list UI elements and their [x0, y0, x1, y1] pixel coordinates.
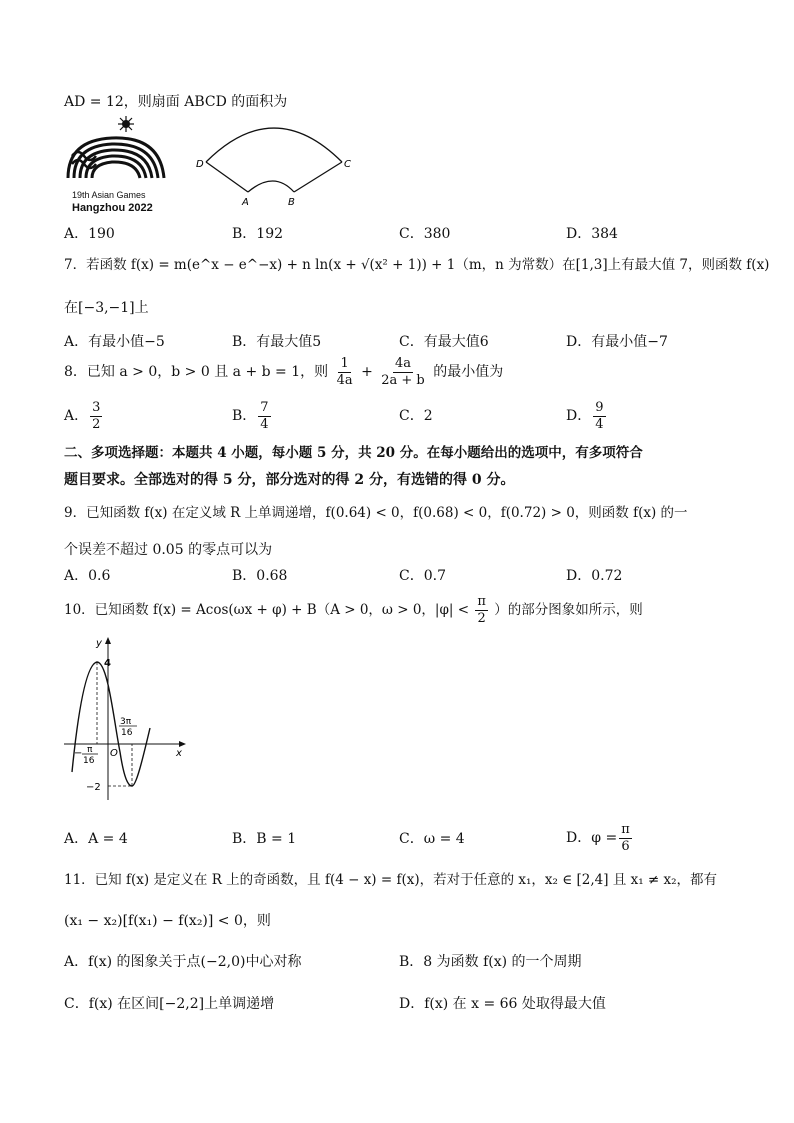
q6-option-b: B．192 [232, 226, 284, 242]
q8-option-d-num: 9 [595, 399, 604, 415]
q7-option-d: D．有最小值−7 [566, 334, 668, 350]
graph-x-label: x [176, 748, 182, 759]
q9-stem-line2: 个误差不超过 0.05 的零点可以为 [64, 542, 273, 558]
q11-option-b: B．8 为函数 f(x) 的一个周期 [399, 954, 582, 970]
q8-option-d [566, 398, 608, 434]
q10-phi-bound-frac [475, 594, 488, 627]
q6-option-d: D．384 [566, 226, 618, 242]
q10-option-d-label: D．φ = [566, 830, 618, 846]
q10-pi-den: 2 [477, 611, 486, 626]
q8-option-b-den: 4 [260, 416, 269, 432]
q11-stem-line2: (x₁ − x₂)[f(x₁) − f(x₂)] < 0，则 [64, 913, 271, 929]
q10-option-c: C．ω = 4 [399, 831, 465, 847]
q8-option-a-den: 2 [92, 416, 101, 432]
fan-label-a: A [242, 197, 249, 208]
fan-label-c: C [344, 159, 351, 170]
q10-option-d-den: 6 [621, 838, 630, 854]
q10-cosine-graph [62, 632, 192, 808]
q8-frac2-den: 2a + b [381, 372, 425, 388]
q8-option-b-label: B． [232, 408, 257, 424]
asian-games-logo [64, 116, 184, 220]
q7-stem-line1: 7．若函数 f(x) = m(e^x − e^−x) + n ln(x + √(x² + 1)) + 1（m，n 为常数）在[1,3]上有最大值 7，则函数 f(x) [64, 257, 770, 273]
q9-option-b: B．0.68 [232, 568, 288, 584]
q11-option-d: D．f(x) 在 x = 66 处取得最大值 [399, 996, 606, 1012]
q8-option-a-frac [90, 400, 102, 433]
graph-min-label: −2 [86, 782, 101, 793]
q9-option-c: C．0.7 [399, 568, 446, 584]
q8-option-a-label: A． [64, 408, 89, 424]
graph-left-num: π [87, 745, 93, 755]
q10-option-d [566, 820, 634, 856]
q10-stem-a: 10．已知函数 f(x) = Acos(ωx + φ) + B（A > 0，ω > 0，|φ| < [64, 602, 470, 618]
q7-option-c: C．有最大值6 [399, 334, 489, 350]
q6-stem-tail: AD = 12，则扇面 ABCD 的面积为 [64, 94, 288, 110]
q8-frac1-num: 1 [340, 355, 349, 371]
graph-right-num: 3π [120, 717, 132, 727]
q11-option-c: C．f(x) 在区间[−2,2]上单调递增 [64, 996, 275, 1012]
graph-left-sign: − [74, 748, 83, 759]
logo-text-line2: Hangzhou 2022 [72, 202, 153, 214]
q8-option-d-label: D． [566, 408, 592, 424]
graph-x-arrow [179, 741, 186, 747]
q8-option-d-frac [593, 400, 605, 433]
q8-option-a-num: 3 [92, 399, 101, 415]
q8-plus: + [361, 364, 373, 380]
q8-option-c: C．2 [399, 408, 433, 424]
q6-option-c: C．380 [399, 226, 451, 242]
fan-label-d: D [196, 159, 204, 170]
q10-option-d-frac [619, 822, 632, 855]
q8-stem-b: 的最小值为 [433, 364, 504, 380]
q10-option-d-num: π [621, 821, 630, 837]
fan-label-b: B [288, 197, 295, 208]
q8-frac2-num: 4a [394, 355, 412, 371]
q8-fraction-2 [379, 356, 427, 389]
q10-pi-num: π [477, 594, 486, 609]
graph-curve [72, 662, 150, 786]
q8-frac1-den: 4a [336, 372, 353, 388]
fan-outer-arc [206, 128, 342, 162]
graph-left-den: 16 [83, 756, 95, 766]
q8-stem-a: 8．已知 a > 0，b > 0 且 a + b = 1，则 [64, 364, 329, 380]
q9-option-a: A．0.6 [64, 568, 111, 584]
q7-stem-line2: 在[−3,−1]上 [64, 300, 149, 316]
section2-line2: 题目要求。全部选对的得 5 分，部分选对的得 2 分，有选错的得 0 分。 [64, 472, 515, 488]
graph-right-den: 16 [121, 728, 133, 738]
fan-left-edge [206, 162, 248, 192]
q8-fraction-1 [335, 356, 355, 389]
graph-origin-label: O [110, 748, 118, 759]
q8-stem [64, 354, 503, 390]
fan-inner-arc [248, 181, 294, 192]
q7-option-b: B．有最大值5 [232, 334, 322, 350]
graph-y-label: y [96, 638, 102, 649]
q8-option-d-den: 4 [595, 416, 604, 432]
graph-max-label: 4 [104, 658, 111, 669]
logo-text-line1: 19th Asian Games [72, 190, 146, 200]
graph-y-arrow [105, 637, 111, 644]
q11-option-a: A．f(x) 的图象关于点(−2,0)中心对称 [64, 954, 302, 970]
fan-diagram [194, 112, 354, 212]
q10-option-b: B．B = 1 [232, 831, 297, 847]
q10-stem-b: ）的部分图象如所示，则 [494, 602, 643, 618]
q8-option-a [64, 398, 104, 434]
section2-line1: 二、多项选择题：本题共 4 小题，每小题 5 分，共 20 分。在每小题给出的选项中，有多项符合 [64, 445, 643, 461]
q9-stem-line1: 9．已知函数 f(x) 在定义域 R 上单调递增，f(0.64) < 0，f(0.68) < 0，f(0.72) > 0，则函数 f(x) 的一 [64, 505, 688, 521]
q8-option-b [232, 398, 273, 434]
q9-option-d: D．0.72 [566, 568, 623, 584]
fan-right-edge [294, 162, 342, 192]
q8-option-b-num: 7 [260, 399, 269, 415]
q10-option-a: A．A = 4 [64, 831, 128, 847]
q7-option-a: A．有最小值−5 [64, 334, 165, 350]
q8-option-b-frac [258, 400, 270, 433]
q10-stem [64, 592, 643, 628]
q6-option-a: A．190 [64, 226, 115, 242]
q11-stem-line1: 11．已知 f(x) 是定义在 R 上的奇函数，且 f(4 − x) = f(x)，若对于任意的 x₁，x₂ ∈ [2,4] 且 x₁ ≠ x₂，都有 [64, 872, 718, 888]
